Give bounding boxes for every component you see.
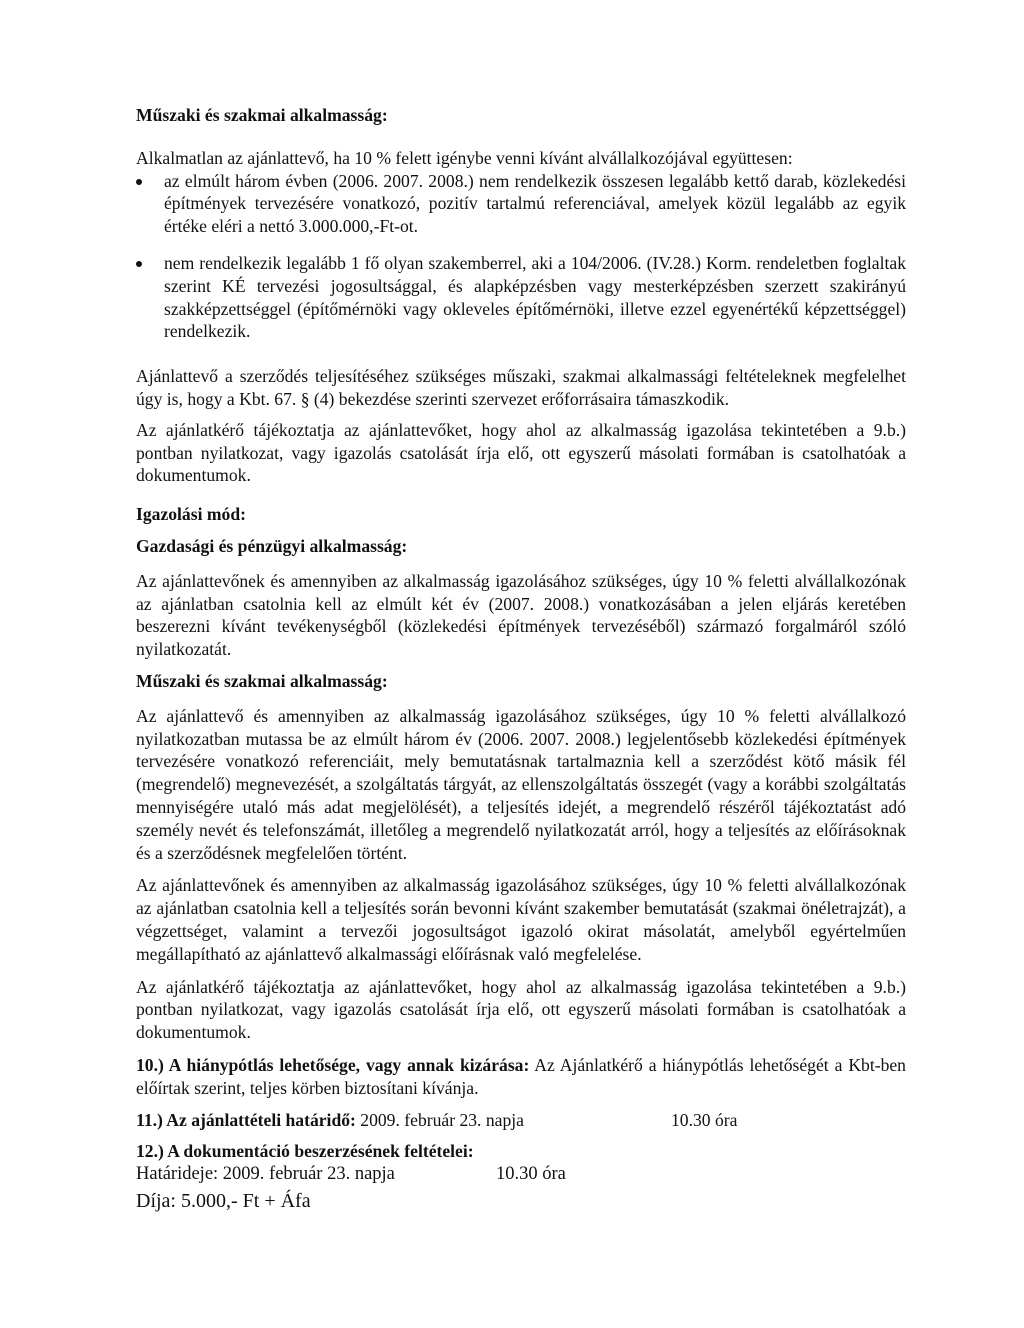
financial-paragraph: Az ajánlattevőnek és amennyiben az alkalmasság igazolásához szükséges, úgy 10 % feletti alvállalkozónak az ajánlatban csatolnia kell az elmúlt két év (2007. 2008.) vonatkozásában a jelen eljárás keretében beszerezni kívánt tevékenységből (közlekedési építmények tervezéséből) származó forgalmáról szóló nyilatkozatát. <box>136 570 906 660</box>
document-page <box>136 104 906 1214</box>
section-heading-verification: Igazolási mód: <box>136 504 246 525</box>
item-10 <box>136 1054 906 1100</box>
information-paragraph: Az ajánlatkérő tájékoztatja az ajánlattevőket, hogy ahol az alkalmasság igazolása tekintetében a 9.b.) pontban nyilatkozat, vagy igazolás csatolását írja elő, ott egyszerű másolati formában is csatolhatóak a dokumentumok. <box>136 419 906 486</box>
bullet-icon <box>136 179 142 185</box>
list-item-text: nem rendelkezik legalább 1 fő olyan szakemberrel, aki a 104/2006. (IV.28.) Korm. rendeletben foglaltak szerint KÉ tervezési jogosultsággal, és alapképzésben vagy mesterképzésben szerzett szakirányú szakképzettséggel (építőmérnöki vagy okleveles építőmérnöki, illetve ezzel egyenértékű képzettséggel) rendelkezik. <box>164 252 906 342</box>
resources-paragraph: Ajánlattevő a szerződés teljesítéséhez szükséges műszaki, szakmai alkalmassági feltételeknek megfelelhet úgy is, hogy a Kbt. 67. § (4) bekezdése szerinti szervezet erőforrásaira támaszkodik. <box>136 366 906 409</box>
copies-paragraph: Az ajánlatkérő tájékoztatja az ajánlattevőket, hogy ahol az alkalmasság igazolása tekintetében a 9.b.) pontban nyilatkozat, vagy igazolás csatolását írja elő, ott egyszerű másolati formában is csatolhatóak a dokumentumok. <box>136 976 906 1043</box>
expert-paragraph: Az ajánlattevőnek és amennyiben az alkalmasság igazolásához szükséges, úgy 10 % feletti alvállalkozónak az ajánlatban csatolnia kell a teljesítés során bevonni kívánt szakember bemutatását (szakmai önéletrajzát), a végzettséget, valamint a tervezői jogosultságot igazoló okirat másolatát, amelyből egyértelműen megállapítható az ajánlattevő alkalmassági előírásnak való megfelelése. <box>136 875 906 964</box>
item-12-deadline-time: 10.30 óra <box>496 1164 566 1185</box>
intro-paragraph: Alkalmatlan az ajánlattevő, ha 10 % felett igénybe venni kívánt alvállalkozójával együttesen: <box>136 147 793 168</box>
requirements-list <box>136 170 906 344</box>
item-12-deadline <box>136 1163 906 1186</box>
item-12-price: Díja: 5.000,- Ft + Áfa <box>136 1189 311 1212</box>
subheading-technical: Műszaki és szakmai alkalmasság: <box>136 670 388 691</box>
item-10-label: 10.) A hiánypótlás lehetősége, vagy annak kizárása: <box>136 1054 530 1075</box>
item-11-label: 11.) Az ajánlattételi határidő: <box>136 1110 356 1131</box>
list-item <box>136 170 906 238</box>
item-10-text: Az Ajánlatkérő a hiánypótlás lehetőségét a Kbt-ben előírtak szerint, teljes körben biztosítani kívánja. <box>136 1054 906 1098</box>
item-12-label: 12.) A dokumentáció beszerzésének feltételei: <box>136 1141 474 1162</box>
item-12-deadline-label: Határideje: 2009. február 23. napja <box>136 1164 395 1185</box>
item-11-left <box>136 1109 671 1132</box>
subheading-financial: Gazdasági és pénzügyi alkalmasság: <box>136 535 408 556</box>
item-11-time: 10.30 óra <box>671 1110 738 1131</box>
item-11-date: 2009. február 23. napja <box>355 1110 524 1131</box>
list-item-text: az elmúlt három évben (2006. 2007. 2008.) nem rendelkezik összesen legalább kettő darab, közlekedési építmények tervezésére vonatkozó, pozitív tartalmú referenciával, amelyek közül legalább az egyik értéke eléri a nettó 3.000.000,-Ft-ot. <box>164 170 906 237</box>
item-11 <box>136 1109 906 1132</box>
section-heading-technical: Műszaki és szakmai alkalmasság: <box>136 105 388 125</box>
list-item <box>136 252 906 343</box>
references-paragraph: Az ajánlattevő és amennyiben az alkalmasság igazolásához szükséges, úgy 10 % feletti alvállalkozó nyilatkozatban mutassa be az elmúlt három év (2006. 2007. 2008.) legjelentősebb közlekedési építmények tervezésére vonatkozó referenciáit, mely bemutatásnak tartalmaznia kell a szerződést kötő másik fél (megrendelő) megnevezését, a szolgáltatás tárgyát, az ellenszolgáltatás összegét (vagy a korábbi szolgáltatás mennyiségére utaló más adat megjelölését), a teljesítés idejét, a megrendelő részéről tájékoztatást adó személy nevét és telefonszámát, illetőleg a megrendelő nyilatkozatát arról, hogy a teljesítés az előírásoknak és a szerződésnek megfelelően történt. <box>136 705 906 863</box>
bullet-icon <box>136 261 142 267</box>
